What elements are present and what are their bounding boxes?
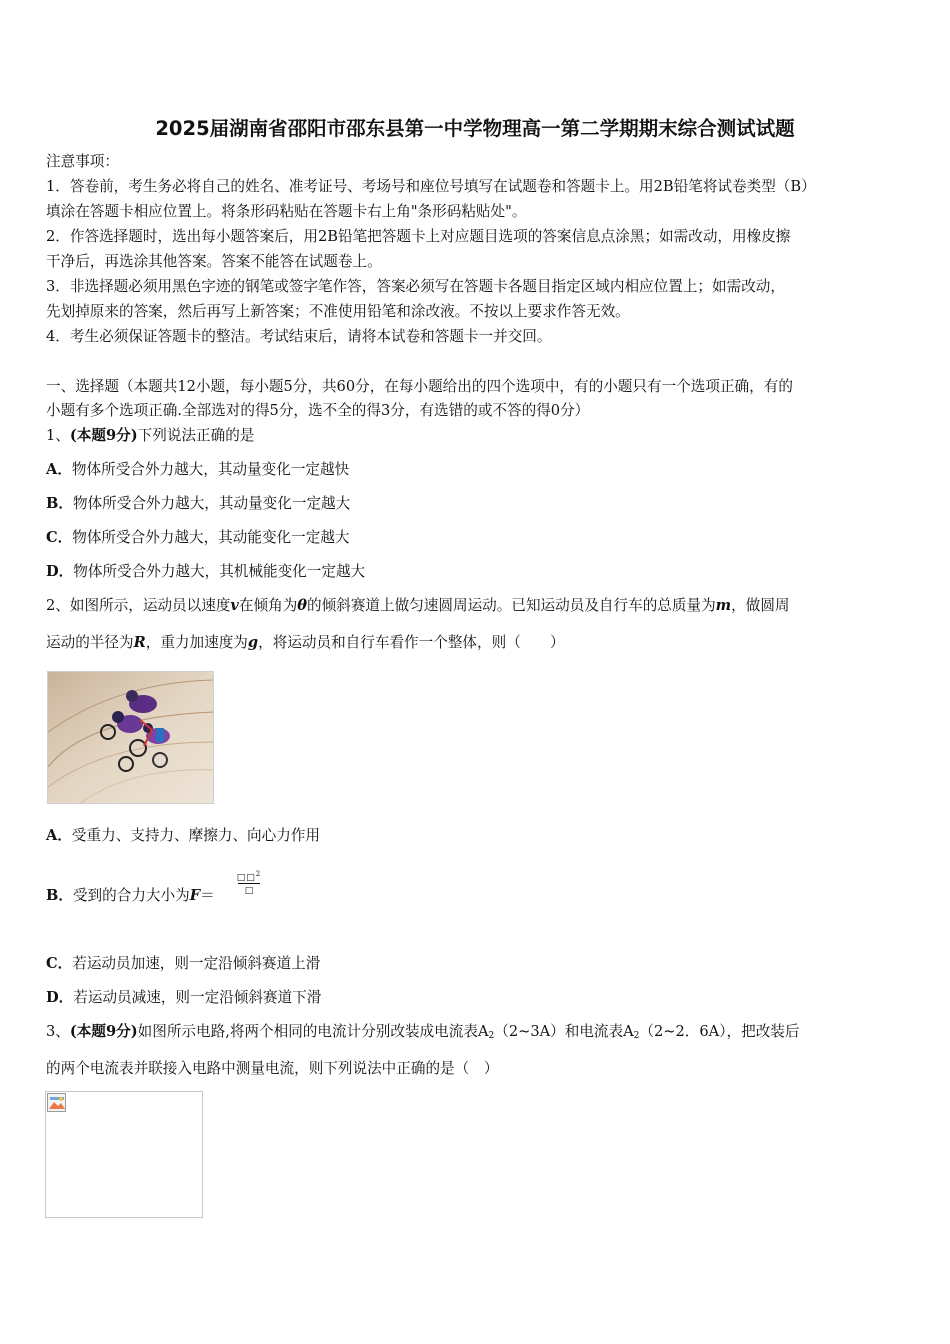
section-header-cont: 小题有多个选项正确.全部选对的得5分，选不全的得3分，有选错的或不答的得0分） bbox=[46, 402, 590, 419]
question-score: (本题9分) bbox=[69, 1023, 138, 1040]
notice-line: 填涂在答题卡相应位置上。将条形码粘贴在答题卡右上角"条形码粘贴处"。 bbox=[46, 203, 527, 220]
variable-m: m bbox=[715, 597, 732, 614]
question-number: 1、 bbox=[46, 427, 70, 444]
subscript: 2 bbox=[488, 1031, 495, 1041]
option-text: 若运动员加速，则一定沿倾斜赛道上滑 bbox=[72, 955, 321, 972]
notice-line: 3．非选择题必须用黑色字迹的钢笔或签字笔作答，答案必须写在答题卡各题目指定区域内相应位置上；如需改动， bbox=[46, 278, 785, 295]
broken-image-icon bbox=[47, 1093, 67, 1113]
circuit-image-placeholder bbox=[45, 1091, 203, 1218]
question-score: (本题9分) bbox=[69, 427, 138, 444]
option-text: 若运动员减速，则一定沿倾斜赛道下滑 bbox=[73, 989, 322, 1006]
question-text: ，做圆周 bbox=[731, 597, 790, 614]
question-3-stem bbox=[46, 1023, 799, 1045]
option-text: 物体所受合外力越大，其动量变化一定越大 bbox=[72, 495, 351, 512]
question-1-option-b bbox=[46, 495, 350, 513]
page-title: 2025届湖南省邵阳市邵东县第一中学物理高一第二学期期末综合测试试题 bbox=[155, 117, 795, 140]
numerator-exponent: 2 bbox=[255, 870, 262, 878]
formula-denominator: □ bbox=[244, 886, 254, 896]
question-text: （2~2．6A），把改装后 bbox=[639, 1023, 800, 1040]
question-text: 的倾斜赛道上做匀速圆周运动。已知运动员及自行车的总质量为 bbox=[307, 597, 716, 614]
notice-heading: 注意事项： bbox=[46, 153, 119, 170]
numerator-text: □□ bbox=[236, 873, 256, 883]
section-header: 一、选择题（本题共12小题，每小题5分，共60分，在每小题给出的四个选项中，有的小题只有一个选项正确，有的 bbox=[46, 378, 793, 395]
question-text: （2~3A）和电流表A bbox=[494, 1023, 634, 1040]
formula-equals: ＝ bbox=[200, 887, 215, 904]
variable-v: v bbox=[230, 597, 239, 614]
question-text: ，重力加速度为 bbox=[145, 634, 248, 651]
formula-variable: F bbox=[189, 887, 201, 904]
question-1-option-d bbox=[46, 563, 365, 581]
option-label: A． bbox=[46, 827, 72, 844]
option-text: 物体所受合外力越大，其动量变化一定越快 bbox=[71, 461, 350, 478]
option-label: A． bbox=[46, 461, 72, 478]
question-text: 2、如图所示，运动员以速度 bbox=[46, 597, 231, 614]
cyclists-illustration bbox=[48, 672, 214, 804]
question-2-option-c bbox=[46, 955, 320, 973]
question-text: 运动的半径为 bbox=[46, 634, 134, 651]
fraction-bar bbox=[238, 883, 260, 884]
variable-g: g bbox=[247, 634, 259, 651]
question-text: ，将运动员和自行车看作一个整体，则（ ） bbox=[258, 634, 565, 651]
cyclists-track-photo bbox=[47, 671, 214, 804]
option-text: 受到的合力大小为 bbox=[72, 887, 190, 904]
notice-line: 4．考生必须保证答题卡的整洁。考试结束后，请将本试卷和答题卡一并交回。 bbox=[46, 328, 552, 345]
question-1-option-a bbox=[46, 461, 349, 479]
option-label: D． bbox=[46, 563, 74, 580]
question-2-stem-cont bbox=[46, 634, 565, 652]
question-2-option-d bbox=[46, 989, 321, 1007]
question-text: 在倾角为 bbox=[238, 597, 298, 614]
option-label: B． bbox=[46, 887, 73, 904]
option-label: B． bbox=[46, 495, 73, 512]
question-3-stem-cont: 的两个电流表并联接入电路中测量电流，则下列说法中正确的是（ ） bbox=[46, 1060, 499, 1077]
notice-line: 先划掉原来的答案，然后再写上新答案；不准使用铅笔和涂改液。不按以上要求作答无效。 bbox=[46, 303, 630, 320]
variable-theta: θ bbox=[297, 597, 308, 614]
option-text: 物体所受合外力越大，其动能变化一定越大 bbox=[72, 529, 350, 546]
option-label: D． bbox=[46, 989, 74, 1006]
question-1-stem bbox=[46, 427, 254, 445]
option-label: C． bbox=[46, 955, 73, 972]
question-1-option-c bbox=[46, 529, 350, 547]
option-text: 物体所受合外力越大，其机械能变化一定越大 bbox=[73, 563, 366, 580]
notice-line: 1．答卷前，考生务必将自己的姓名、准考证号、考场号和座位号填写在试题卷和答题卡上。用2B铅笔将试卷类型（B） bbox=[46, 178, 816, 195]
subscript: 2 bbox=[633, 1031, 640, 1041]
formula-fraction bbox=[236, 868, 264, 898]
notice-line: 干净后，再选涂其他答案。答案不能答在试题卷上。 bbox=[46, 253, 382, 270]
option-text: 受重力、支持力、摩擦力、向心力作用 bbox=[71, 827, 321, 844]
question-2-option-a bbox=[46, 827, 320, 845]
question-2-stem bbox=[46, 597, 790, 615]
question-2-option-b bbox=[46, 887, 215, 905]
option-label: C． bbox=[46, 529, 73, 546]
notice-line: 2．作答选择题时，选出每小题答案后，用2B铅笔把答题卡上对应题目选项的答案信息点涂黑；如需改动，用橡皮擦 bbox=[46, 228, 791, 245]
variable-r: R bbox=[133, 634, 146, 651]
question-number: 3、 bbox=[46, 1023, 70, 1040]
formula-numerator bbox=[236, 870, 262, 883]
question-text: 下列说法正确的是 bbox=[137, 427, 255, 444]
question-text: 如图所示电路,将两个相同的电流计分别改装成电流表A bbox=[137, 1023, 489, 1040]
